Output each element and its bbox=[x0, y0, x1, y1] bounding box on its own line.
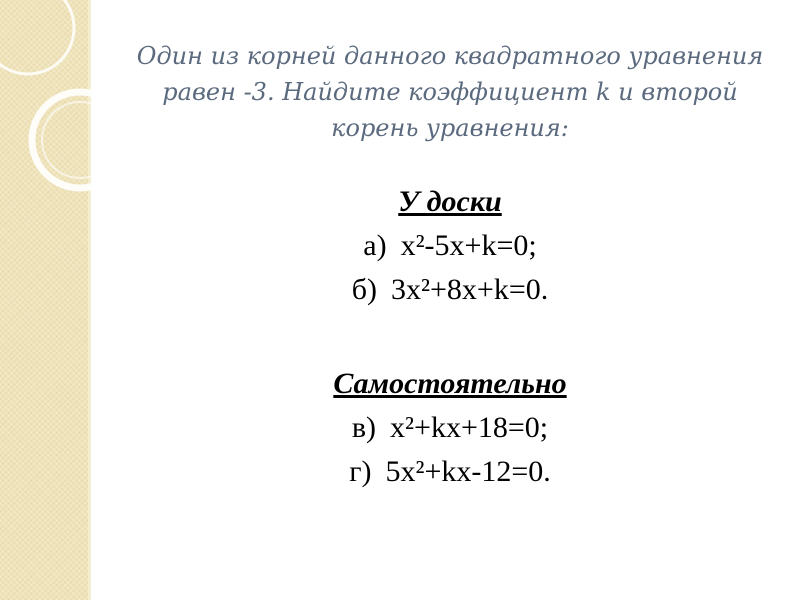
board-heading: У доски bbox=[398, 185, 502, 218]
equation-text: x²-5x+k=0; bbox=[400, 229, 537, 262]
item-label: б) bbox=[351, 273, 377, 306]
section-spacer bbox=[120, 312, 780, 362]
slide-content bbox=[120, 180, 780, 494]
item-label: г) bbox=[349, 455, 372, 488]
item-label: а) bbox=[363, 229, 387, 262]
equation-text: 3x²+8x+k=0. bbox=[391, 273, 549, 306]
slide-title: Один из корней данного квадратного уравнения равен -3. Найдите коэффициент k и второй корень уравнения: bbox=[136, 42, 764, 142]
equation-item bbox=[120, 268, 780, 312]
decorative-side-band bbox=[0, 0, 88, 600]
equation-text: 5x²+kx-12=0. bbox=[385, 455, 551, 488]
equation-item bbox=[120, 450, 780, 494]
independent-heading: Самостоятельно bbox=[333, 367, 567, 400]
equation-item bbox=[120, 224, 780, 268]
item-label: в) bbox=[351, 411, 377, 444]
equation-item bbox=[120, 406, 780, 450]
equation-text: x²+kx+18=0; bbox=[390, 411, 549, 444]
side-band-edge bbox=[88, 0, 91, 600]
